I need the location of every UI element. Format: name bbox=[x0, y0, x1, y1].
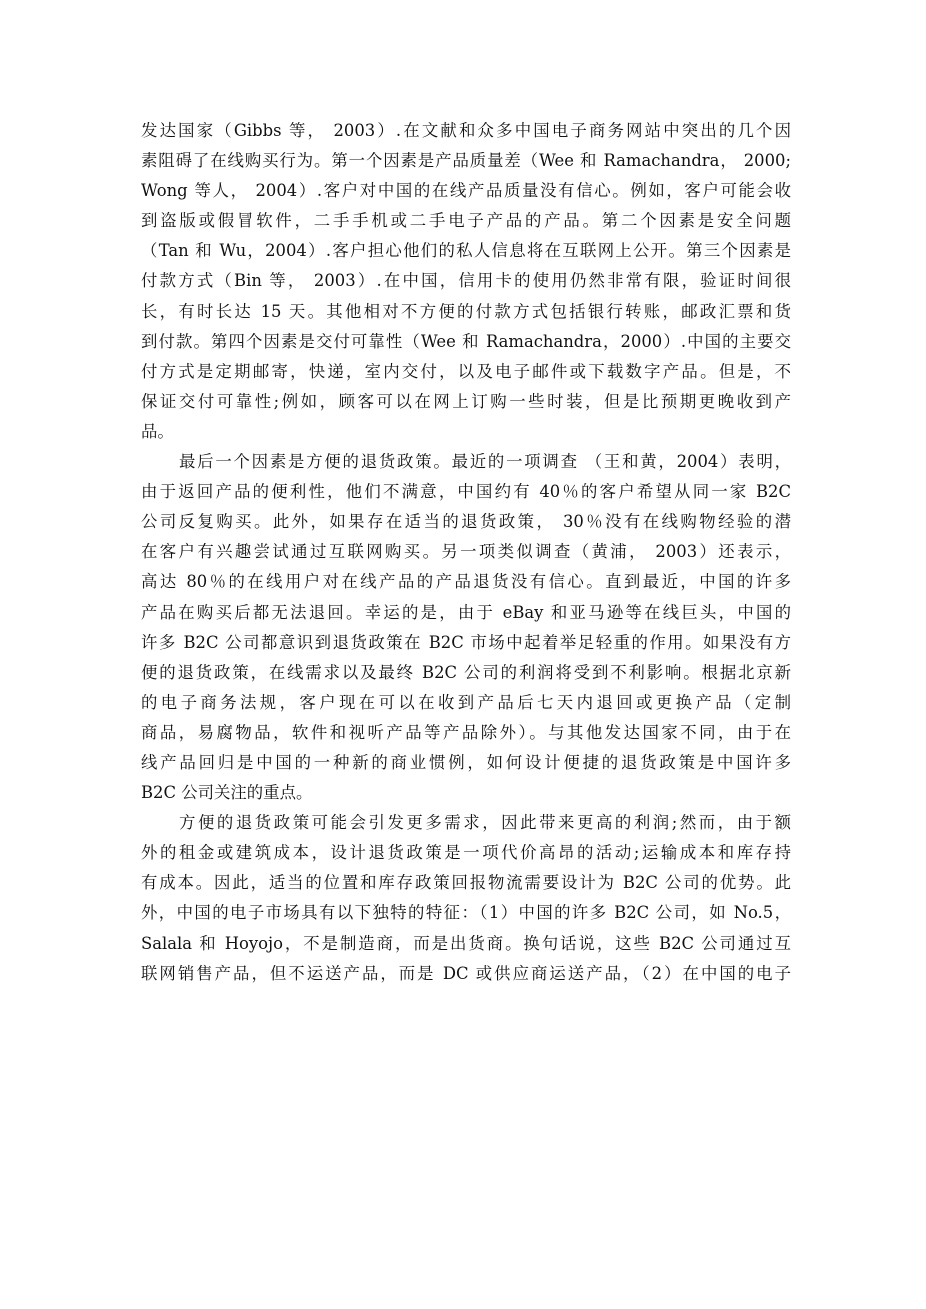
text-line: 长，有时长达 15 天。其他相对不方便的付款方式包括银行转账，邮政汇票和货 bbox=[141, 301, 791, 321]
text-line: 发达国家（Gibbs 等， 2003）.在文献和众多中国电子商务网站中突出的几个因 bbox=[141, 121, 791, 140]
text-line: 由于返回产品的便利性，他们不满意，中国约有 40％的客户希望从同一家 B2C bbox=[141, 482, 791, 502]
text-line: 到付款。第四个因素是交付可靠性（Wee 和 Ramachandra，2000）.中国的主要交 bbox=[141, 331, 791, 351]
text-line: 品。 bbox=[141, 421, 174, 441]
text-line: 有成本。因此，适当的位置和库存政策回报物流需要设计为 B2C 公司的优势。此 bbox=[141, 873, 791, 893]
text-line: 保证交付可靠性;例如，顾客可以在网上订购一些时装，但是比预期更晚收到产 bbox=[141, 391, 791, 411]
text-line: 高达 80％的在线用户对在线产品的产品退货没有信心。直到最近，中国的许多 bbox=[141, 572, 791, 592]
text-line: 到盗版或假冒软件，二手手机或二手电子产品的产品。第二个因素是安全问题 bbox=[141, 211, 791, 231]
text-line: 付方式是定期邮寄，快递，室内交付，以及电子邮件或下载数字产品。但是，不 bbox=[141, 361, 791, 381]
paragraph bbox=[141, 447, 791, 808]
text-line: B2C 公司关注的重点。 bbox=[141, 783, 313, 803]
text-line: 线产品回归是中国的一种新的商业惯例，如何设计便捷的退货政策是中国许多 bbox=[141, 752, 791, 772]
text-line: （Tan 和 Wu，2004）.客户担心他们的私人信息将在互联网上公开。第三个因素是 bbox=[141, 241, 791, 261]
paragraph bbox=[141, 808, 791, 989]
text-line: 外，中国的电子市场具有以下独特的特征：（1）中国的许多 B2C 公司，如 No.5， bbox=[141, 903, 791, 923]
text-line: 许多 B2C 公司都意识到退货政策在 B2C 市场中起着举足轻重的作用。如果没有方 bbox=[141, 632, 791, 652]
text-line: 方便的退货政策可能会引发更多需求，因此带来更高的利润;然而，由于额 bbox=[179, 813, 791, 833]
text-line: 公司反复购买。此外，如果存在适当的退货政策， 30％没有在线购物经验的潜 bbox=[141, 512, 791, 532]
text-line: 最后一个因素是方便的退货政策。最近的一项调查 （王和黄，2004）表明， bbox=[179, 452, 791, 472]
paragraph bbox=[141, 116, 791, 447]
text-line: 在客户有兴趣尝试通过互联网购买。另一项类似调查（黄浦， 2003）还表示， bbox=[141, 542, 791, 562]
text-line: 产品在购买后都无法退回。幸运的是，由于 eBay 和亚马逊等在线巨头，中国的 bbox=[141, 602, 791, 622]
text-line: 便的退货政策，在线需求以及最终 B2C 公司的利润将受到不利影响。根据北京新 bbox=[141, 662, 791, 682]
text-line: 联网销售产品，但不运送产品，而是 DC 或供应商运送产品，（2）在中国的电子 bbox=[141, 963, 791, 983]
text-line: 的电子商务法规，客户现在可以在收到产品后七天内退回或更换产品（定制 bbox=[141, 692, 791, 712]
text-line: 商品，易腐物品，软件和视听产品等产品除外）。与其他发达国家不同，由于在 bbox=[141, 722, 791, 742]
text-line: Salala 和 Hoyojo，不是制造商，而是出货商。换句话说，这些 B2C 公司通过互 bbox=[141, 933, 791, 953]
text-line: 素阻碍了在线购买行为。第一个因素是产品质量差（Wee 和 Ramachandra， 2000; bbox=[141, 151, 791, 171]
text-line: 付款方式（Bin 等， 2003）.在中国，信用卡的使用仍然非常有限，验证时间很 bbox=[141, 271, 791, 291]
text-line: 外的租金或建筑成本，设计退货政策是一项代价高昂的活动;运输成本和库存持 bbox=[141, 843, 791, 863]
text-line: Wong 等人， 2004）.客户对中国的在线产品质量没有信心。例如，客户可能会收 bbox=[141, 181, 791, 201]
body-text bbox=[141, 116, 791, 989]
